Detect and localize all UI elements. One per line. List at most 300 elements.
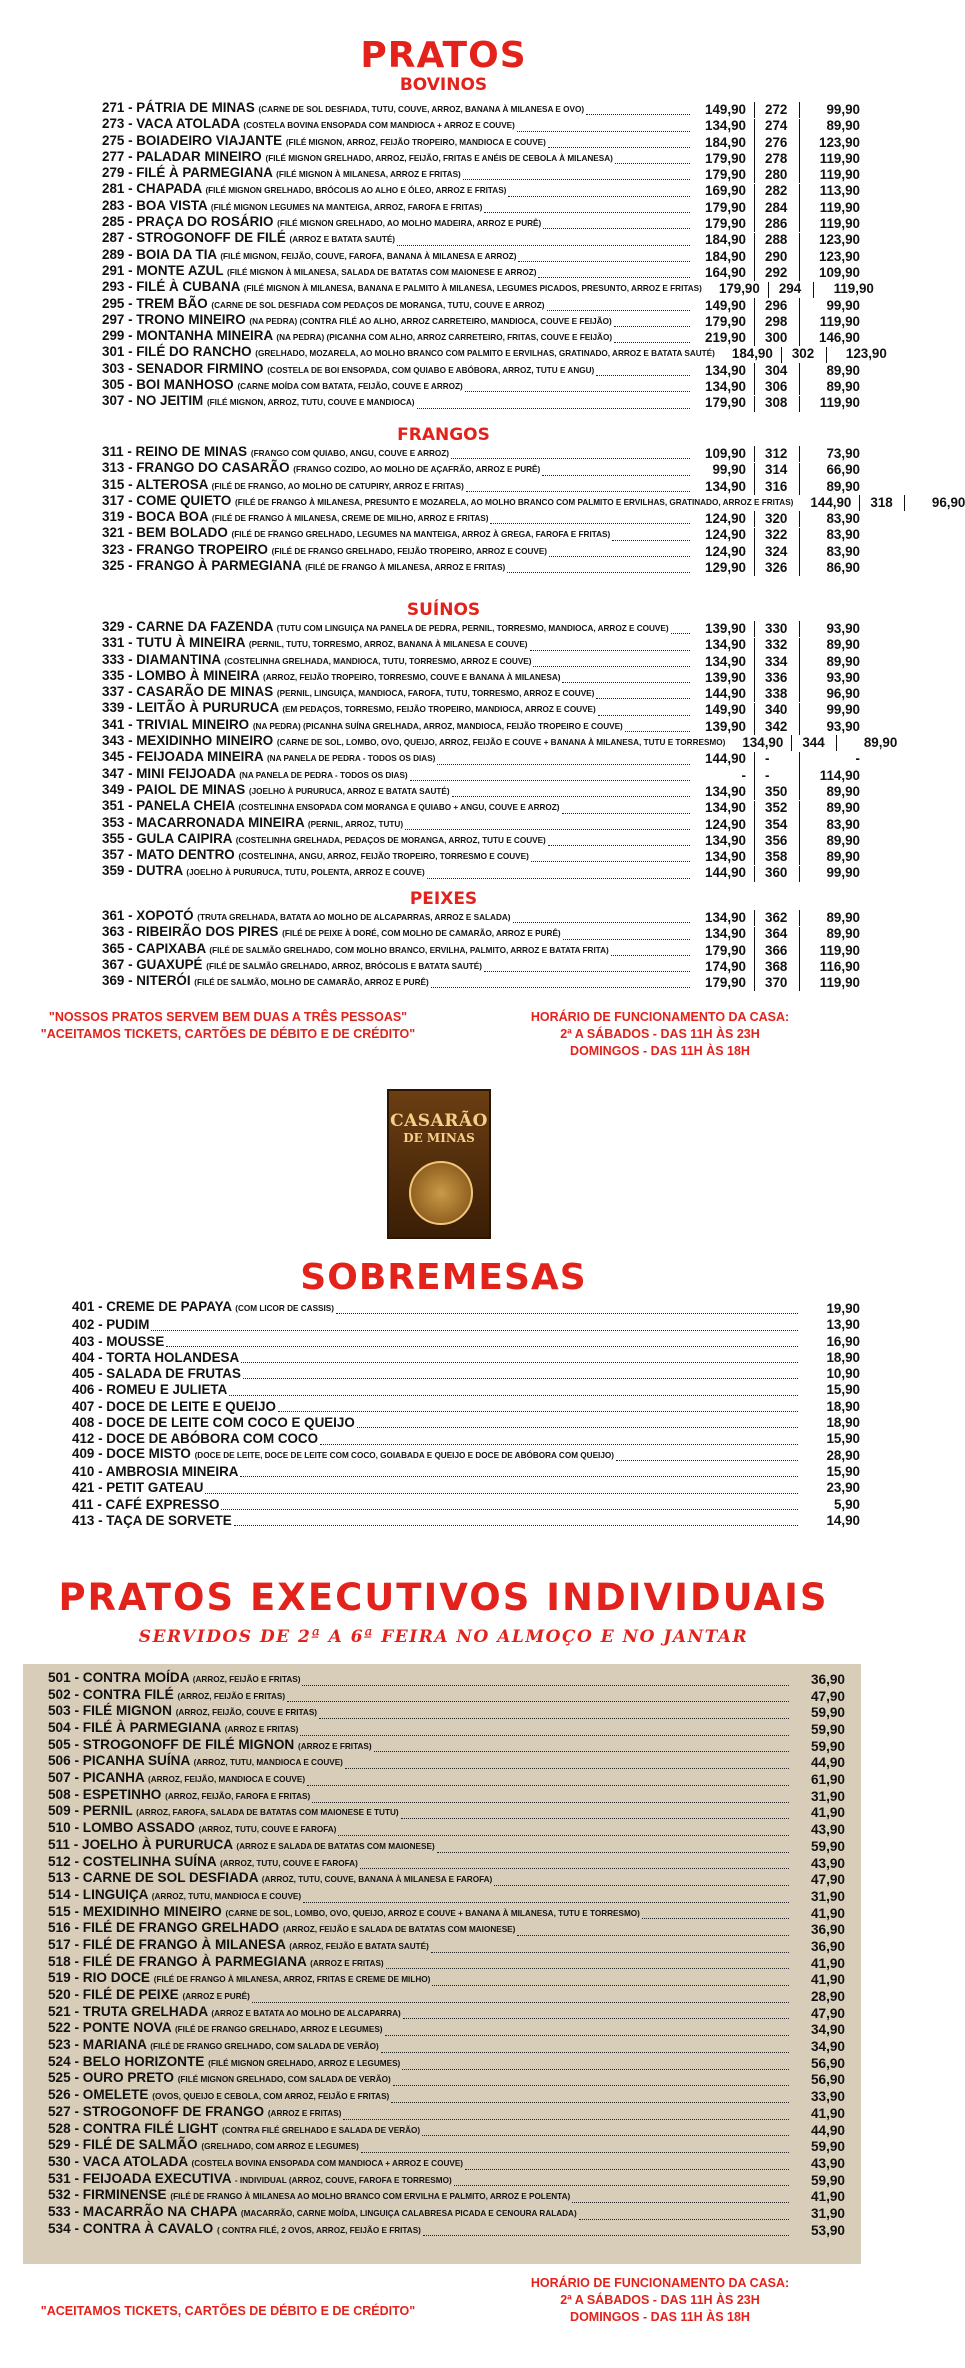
dotted-leader <box>343 2118 789 2120</box>
half-portion-code: 368 <box>765 958 788 974</box>
dotted-leader <box>240 1475 798 1477</box>
dish-description: (FILÉ MIGNON GRELHADO, ARROZ E LEGUMES) <box>208 2058 401 2068</box>
half-portion-code: 354 <box>765 816 788 832</box>
dish-code: 331 <box>102 635 125 651</box>
half-portion-code: 352 <box>765 800 788 816</box>
dish-price: 34,90 <box>810 2022 845 2038</box>
dotted-leader <box>397 244 690 246</box>
dotted-leader <box>410 779 690 781</box>
dish-description: (ARROZ E FRITAS) <box>310 1958 384 1968</box>
dish-name: 305 - BOI MANHOSO (CARNE MOÍDA COM BATATA, FEIJÃO, COUVE E ARROZ) <box>102 377 463 393</box>
dish-code: 271 <box>102 100 125 115</box>
dotted-leader <box>484 970 690 972</box>
half-portion-price: 119,90 <box>819 313 860 329</box>
dish-price: 41,90 <box>810 1972 845 1988</box>
column-divider <box>859 495 870 511</box>
dish-description: (ARROZ, TUTU, MANDIOCA E COUVE) <box>151 1891 302 1901</box>
half-portion-code: 322 <box>765 527 788 543</box>
column-divider <box>799 298 808 314</box>
menu-row <box>72 1334 860 1350</box>
dotted-leader <box>437 1851 789 1853</box>
half-portion-code: 316 <box>765 478 788 494</box>
footer-hours-block <box>470 2275 850 2326</box>
dotted-leader <box>432 1984 789 1986</box>
dish-title: AMBROSIA MINEIRA <box>105 1463 239 1479</box>
menu-row <box>72 1415 860 1431</box>
dish-price: 28,90 <box>810 1989 845 2005</box>
dish-title: DOCE DE LEITE COM COCO E QUEIJO <box>106 1415 355 1431</box>
column-divider <box>754 959 765 975</box>
half-portion-price: 123,90 <box>819 232 860 248</box>
half-portion-price: 89,90 <box>826 910 860 925</box>
half-portion-code: 324 <box>765 543 788 559</box>
column-divider <box>799 833 808 849</box>
half-portion-code: 334 <box>765 653 788 669</box>
dotted-leader <box>312 1801 789 1803</box>
column-divider <box>754 784 765 800</box>
dish-name: 507 - PICANHA (ARROZ, FEIJÃO, MANDIOCA E COUVE) <box>48 1770 306 1786</box>
dish-title: MATO DENTRO <box>136 847 235 863</box>
column-divider <box>799 703 808 719</box>
dish-code: 408 <box>72 1415 95 1431</box>
dish-code: 295 <box>102 295 125 311</box>
dish-title: BELO HORIZONTE <box>82 2053 205 2069</box>
executivos-subtitle: SERVIDOS DE 2ª A 6ª FEIRA NO ALMOÇO E NO JANTAR <box>138 1627 749 1647</box>
dotted-leader <box>579 2218 789 2220</box>
dish-price: 134,90 <box>705 783 746 799</box>
dish-price: 184,90 <box>705 232 746 248</box>
dish-description: (FILÉ DE FRANGO GRELHADO, ARROZ E LEGUMES) <box>174 2025 383 2035</box>
dish-price: - <box>741 767 746 783</box>
dish-name: 279 - FILÉ À PARMEGIANA (FILÉ MIGNON À MILANESA, ARROZ E FRITAS) <box>102 165 461 181</box>
dotted-leader <box>166 1345 798 1347</box>
dotted-leader <box>562 681 690 683</box>
dish-title: MEXIDINHO MINEIRO <box>82 1903 222 1919</box>
dish-name: 527 - STROGONOFF DE FRANGO (ARROZ E FRITAS) <box>48 2103 342 2119</box>
dish-price: 179,90 <box>705 395 746 411</box>
dish-description: (NA PEDRA) (PICANHA SUÍNA GRELHADA, ARROZ, MANDIOCA, FEIJÃO TROPEIRO E COUVE) <box>252 721 623 731</box>
dish-price: 15,90 <box>826 1431 860 1447</box>
dish-code: 369 <box>102 973 125 989</box>
half-portion-price: 99,90 <box>826 702 860 718</box>
dish-name: 365 - CAPIXABA (FILÉ DE SALMÃO GRELHADO, COM MOLHO BRANCO, ERVILHA, PALMITO, ARROZ E BATATA FRITA) <box>102 940 609 956</box>
bovinos-list <box>102 100 887 412</box>
dish-title: SENADOR FIRMINO <box>136 360 264 376</box>
dish-title: TRUTA GRELHADA <box>82 2003 208 2019</box>
column-divider <box>754 233 765 249</box>
menu-row <box>72 1464 860 1480</box>
dish-name: 281 - CHAPADA (FILÉ MIGNON GRELHADO, BRÓCOLIS AO ALHO E ÓLEO, ARROZ E FRITAS) <box>102 181 507 197</box>
dish-name: 511 - JOELHO À PURURUCA (ARROZ E SALADA DE BATATAS COM MAIONESE) <box>48 1836 435 1852</box>
dish-description: (COM LICOR DE CASSIS) <box>235 1304 334 1313</box>
dish-title: MONTE AZUL <box>136 262 224 278</box>
dish-name: 412 - DOCE DE ABÓBORA COM COCO <box>72 1431 319 1447</box>
column-divider <box>799 330 808 346</box>
restaurant-logo <box>387 1089 491 1239</box>
dish-price: 149,90 <box>705 297 746 313</box>
dish-code: 301 <box>102 344 125 360</box>
dish-name: 315 - ALTEROSA (FILÉ DE FRANGO, AO MOLHO DE CATUPIRY, ARROZ E FRITAS) <box>102 476 464 492</box>
half-portion-code: 318 <box>870 494 893 510</box>
half-portion-code: 314 <box>765 462 788 478</box>
half-portion-price: 119,90 <box>819 167 860 183</box>
dish-code: 511 <box>48 1836 70 1852</box>
half-portion-price: 119,90 <box>819 975 860 991</box>
dish-name: 518 - FILÉ DE FRANGO À PARMEGIANA (ARROZ E FRITAS) <box>48 1953 384 1969</box>
dotted-leader <box>490 522 690 524</box>
dotted-leader <box>542 474 690 476</box>
dish-description: (FILÉ MIGNON À MILANESA, SALADA DE BATATAS COM MAIONESE E ARROZ) <box>227 267 537 277</box>
dish-title: PONTE NOVA <box>82 2020 172 2036</box>
footer-hours-weekdays: 2ª A SÁBADOS - DAS 11H ÀS 23H <box>560 2293 760 2307</box>
dish-code: 315 <box>102 476 125 492</box>
dish-code: 403 <box>72 1333 95 1349</box>
half-portion-code: 272 <box>765 102 788 117</box>
dish-price: 109,90 <box>705 446 746 461</box>
half-portion-price: 146,90 <box>819 330 860 346</box>
dotted-leader <box>405 828 690 830</box>
dish-name: 406 - ROMEU E JULIETA <box>72 1382 228 1398</box>
dish-code: 349 <box>102 781 125 797</box>
note-payment: "ACEITAMOS TICKETS, CARTÕES DE DÉBITO E DE CRÉDITO" <box>40 1027 416 1041</box>
peixes-list <box>102 910 860 991</box>
dish-name: 512 - COSTELINHA SUÍNA (ARROZ, TUTU, COUVE E FAROFA) <box>48 1853 358 1869</box>
dish-title: CAFÉ EXPRESSO <box>105 1496 220 1512</box>
dish-price: 44,90 <box>810 2122 845 2138</box>
dish-title: FILÉ DE FRANGO À PARMEGIANA <box>82 1953 307 1969</box>
half-portion-code: - <box>765 751 770 767</box>
menu-row <box>72 1445 860 1464</box>
dish-price: 134,90 <box>705 849 746 865</box>
half-portion-code: 342 <box>765 718 788 734</box>
dish-description: (ARROZ, TUTU, COUVE, BANANA À MILANESA E FAROFA) <box>261 1875 493 1885</box>
column-divider <box>799 943 808 959</box>
hours-block <box>470 1009 850 1060</box>
half-portion-price: 89,90 <box>826 926 860 942</box>
dish-title: COSTELINHA SUÍNA <box>82 1853 217 1869</box>
dotted-leader <box>538 276 690 278</box>
dish-price: 144,90 <box>705 686 746 702</box>
note-serve: "NOSSOS PRATOS SERVEM BEM DUAS A TRÊS PESSOAS" <box>48 1010 408 1024</box>
dotted-leader <box>465 2168 789 2170</box>
dish-name: 515 - MEXIDINHO MINEIRO (CARNE DE SOL, LOMBO, OVO, QUEIJO, ARROZ E COUVE + BANANA À MILANESA, TUTU E TORRESMO) <box>48 1903 640 1919</box>
menu-row <box>72 1350 860 1366</box>
menu-row <box>102 395 860 411</box>
dish-price: 31,90 <box>810 2205 845 2221</box>
dish-description: (ARROZ E SALADA DE BATATAS COM MAIONESE) <box>236 1841 435 1851</box>
dish-title: PUDIM <box>106 1317 150 1333</box>
dish-description: (ARROZ, FEIJÃO TROPEIRO, TORRESMO, COUVE E BANANA À MILANESA) <box>262 672 561 682</box>
half-portion-price: 89,90 <box>826 849 860 865</box>
dish-code: 401 <box>72 1299 95 1314</box>
dish-name: 534 - CONTRA À CAVALO ( CONTRA FILÉ, 2 OVOS, ARROZ, FEIJÃO E FRITAS) <box>48 2220 421 2236</box>
dish-title: FILÉ DE PEIXE <box>82 1987 179 2003</box>
half-portion-code: 312 <box>765 446 788 461</box>
column-divider <box>799 927 808 943</box>
dish-title: BOIA DA TIA <box>136 246 217 262</box>
dish-price: 33,90 <box>810 2089 845 2105</box>
dotted-leader <box>452 795 690 797</box>
dish-name: 291 - MONTE AZUL (FILÉ MIGNON À MILANESA, SALADA DE BATATAS COM MAIONESE E ARROZ) <box>102 262 537 278</box>
dish-description: (JOELHO À PURURUCA, ARROZ E BATATA SAUTÉ) <box>248 786 450 796</box>
column-divider <box>799 670 808 686</box>
dish-title: PICANHA SUÍNA <box>82 1753 190 1769</box>
dish-title: COME QUIETO <box>136 492 232 508</box>
dish-description: (ARROZ, FEIJÃO E FRITAS) <box>177 1691 286 1701</box>
dotted-leader <box>517 1934 789 1936</box>
dotted-leader <box>563 938 690 940</box>
dish-price: 134,90 <box>705 362 746 378</box>
dish-price: 144,90 <box>705 751 746 767</box>
dotted-leader <box>300 1734 789 1736</box>
dish-name: 523 - MARIANA (FILÉ DE FRANGO GRELHADO, COM SALADA DE VERÃO) <box>48 2037 379 2053</box>
dish-price: 59,90 <box>810 1705 845 1721</box>
column-divider <box>791 735 802 751</box>
column-divider <box>754 752 765 768</box>
dish-name: 295 - TREM BÃO (CARNE DE SOL DESFIADA COM PEDAÇOS DE MORANGA, TUTU, COUVE E ARROZ) <box>102 295 545 311</box>
dish-price: 179,90 <box>705 216 746 232</box>
menu-row <box>72 1497 860 1513</box>
dish-code: 303 <box>102 360 125 376</box>
dotted-leader <box>454 2184 789 2186</box>
dish-code: 515 <box>48 1903 71 1919</box>
dish-price: 41,90 <box>810 2189 845 2205</box>
dish-title: PANELA CHEIA <box>136 798 235 814</box>
dish-title: CASARÃO DE MINAS <box>136 684 274 700</box>
dish-code: 534 <box>48 2220 71 2236</box>
column-divider <box>754 849 765 865</box>
dish-title: MONTANHA MINEIRA <box>136 328 273 344</box>
dish-description: (FILÉ DE SALMÃO GRELHADO, ARROZ, BRÓCOLIS E BATATA SAUTÉ) <box>206 961 482 971</box>
dish-title: TRONO MINEIRO <box>136 311 246 327</box>
menu-row <box>102 975 860 991</box>
column-divider <box>799 379 808 395</box>
dish-name: 508 - ESPETINHO (ARROZ, FEIJÃO, FAROFA E FRITAS) <box>48 1786 311 1802</box>
dotted-leader <box>393 2084 789 2086</box>
column-divider <box>799 560 808 576</box>
dish-price: 149,90 <box>705 102 746 117</box>
column-divider <box>754 560 765 576</box>
half-portion-code: 296 <box>765 297 788 313</box>
dish-name: 524 - BELO HORIZONTE (FILÉ MIGNON GRELHADO, ARROZ E LEGUMES) <box>48 2053 401 2069</box>
dotted-leader <box>530 649 690 651</box>
column-divider <box>799 249 808 265</box>
half-portion-code: 362 <box>765 910 788 925</box>
dish-name: 335 - LOMBO À MINEIRA (ARROZ, FEIJÃO TROPEIRO, TORRESMO, COUVE E BANANA À MILANESA) <box>102 667 561 683</box>
dish-price: 174,90 <box>705 958 746 974</box>
dish-code: 531 <box>48 2170 71 2186</box>
dish-title: TORTA HOLANDESA <box>106 1349 240 1365</box>
column-divider <box>799 314 808 330</box>
dish-code: 501 <box>48 1669 71 1685</box>
dish-price: 5,90 <box>833 1496 860 1512</box>
section-title-executivos: PRATOS EXECUTIVOS INDIVIDUAIS <box>58 1576 829 1619</box>
dotted-leader <box>386 1967 789 1969</box>
dish-description: (FILÉ DE FRANGO GRELHADO, LEGUMES NA MANTEIGA, ARROZ À GREGA, FAROFA E FRITAS) <box>231 530 611 540</box>
dotted-leader <box>229 1394 798 1396</box>
dish-code: 517 <box>48 1936 71 1952</box>
column-divider <box>836 735 845 751</box>
dish-code: 533 <box>48 2203 71 2219</box>
column-divider <box>754 119 765 135</box>
dish-description: (FILÉ DE FRANGO À MILANESA, PRESUNTO E MOZARELA, AO MOLHO BRANCO COM PALMITO E ERVILHAS, GRATINADO, ARROZ E FRITAS) <box>234 497 794 507</box>
dish-name: 285 - PRAÇA DO ROSÁRIO (FILÉ MIGNON GRELHADO, AO MOLHO MADEIRA, ARROZ E PURÊ) <box>102 214 542 230</box>
dish-title: FRANGO TROPEIRO <box>136 541 268 557</box>
dotted-leader <box>437 763 690 765</box>
dish-price: 219,90 <box>705 330 746 346</box>
dish-title: FILÉ À PARMEGIANA <box>136 165 273 181</box>
menu-header <box>0 36 887 94</box>
dish-price: 134,90 <box>705 653 746 669</box>
dish-title: FILÉ DE FRANGO GRELHADO <box>82 1920 280 1936</box>
dish-code: 519 <box>48 1970 71 1986</box>
dish-code: 281 <box>102 181 125 197</box>
dish-description: (OVOS, QUEIJO E CEBOLA, COM ARROZ, FEIJÃO E FRITAS) <box>152 2092 390 2102</box>
half-portion-code: 360 <box>765 865 788 881</box>
dotted-leader <box>338 1834 789 1836</box>
dish-description: - INDIVIDUAL (ARROZ, COUVE, FAROFA E TORRESMO) <box>234 2175 452 2185</box>
dish-description: (ARROZ E FRITAS) <box>224 1725 299 1735</box>
column-divider <box>754 396 765 412</box>
dish-price: 59,90 <box>810 1838 845 1854</box>
dish-description: ( CONTRA FILÉ, 2 OVOS, ARROZ, FEIJÃO E FRITAS) <box>216 2225 421 2235</box>
dish-code: 317 <box>102 492 125 508</box>
dotted-leader <box>205 1492 798 1494</box>
dish-name: 502 - CONTRA FILÉ (ARROZ, FEIJÃO E FRITAS) <box>48 1686 286 1702</box>
dish-name: 297 - TRONO MINEIRO (NA PEDRA) (CONTRA FILÉ AO ALHO, ARROZ CARRETEIRO, MANDIOCA, COUVE E FEIJÃO) <box>102 311 612 327</box>
dish-name: 528 - CONTRA FILÉ LIGHT (CONTRA FILÉ GRELHADO E SALADA DE VERÃO) <box>48 2120 421 2136</box>
dish-code: 522 <box>48 2020 71 2036</box>
dotted-leader <box>361 2151 789 2153</box>
dish-name: 361 - XOPOTÓ (TRUTA GRELHADA, BATATA AO MOLHO DE ALCAPARRAS, ARROZ E SALADA) <box>102 908 511 923</box>
column-divider <box>754 621 765 637</box>
dotted-leader <box>586 113 690 115</box>
dotted-leader <box>596 697 690 699</box>
dish-code: 528 <box>48 2120 71 2136</box>
half-portion-price: 119,90 <box>819 942 860 958</box>
half-portion-price: 86,90 <box>826 560 860 576</box>
dish-title: CONTRA MOÍDA <box>82 1669 190 1685</box>
dish-price: 15,90 <box>826 1382 860 1398</box>
dish-name: 275 - BOIADEIRO VIAJANTE (FILÉ MIGNON, ARROZ, FEIJÃO TROPEIRO, MANDIOCA E COUVE) <box>102 132 546 148</box>
dish-title: PÁTRIA DE MINAS <box>136 100 255 115</box>
dish-price: 43,90 <box>810 2155 845 2171</box>
dish-title: TRIVIAL MINEIRO <box>136 716 250 732</box>
dish-description: (COSTELINHA ENSOPADA COM MORANGA E QUIABO + ANGU, COUVE E ARROZ) <box>238 803 560 813</box>
dish-price: 169,90 <box>705 183 746 199</box>
column-divider <box>754 866 765 882</box>
dotted-leader <box>402 2068 789 2070</box>
dish-description: (COSTELINHA GRELHADA, MANDIOCA, TUTU, TORRESMO, ARROZ E COUVE) <box>224 656 532 666</box>
column-divider <box>754 184 765 200</box>
half-portion-code: 288 <box>765 232 788 248</box>
menu-row <box>72 1366 860 1382</box>
half-portion-code: 340 <box>765 702 788 718</box>
dish-code: 504 <box>48 1720 71 1736</box>
dish-title: BOI MANHOSO <box>136 377 234 393</box>
section-title-frangos: FRANGOS <box>397 425 490 445</box>
dish-price: 134,90 <box>705 118 746 134</box>
half-portion-price: 99,90 <box>826 297 860 313</box>
dish-title: MOUSSE <box>106 1333 165 1349</box>
dish-description: (ARROZ E BATATA SAUTÉ) <box>289 235 396 245</box>
column-divider <box>799 910 808 926</box>
column-divider <box>799 638 808 654</box>
column-divider <box>754 463 765 479</box>
dotted-leader <box>303 1901 789 1903</box>
dish-description: (ARROZ, TUTU, COUVE E FAROFA) <box>219 1858 358 1868</box>
dish-name: 351 - PANELA CHEIA (COSTELINHA ENSOPADA COM MORANGA E QUIABO + ANGU, COUVE E ARROZ) <box>102 798 560 814</box>
dish-description: (ARROZ, TUTU, MANDIOCA E COUVE) <box>193 1758 343 1768</box>
dish-description: (FILÉ DE FRANGO À MILANESA, CREME DE MILHO, ARROZ E FRITAS) <box>211 514 489 524</box>
dish-price: 47,90 <box>810 1872 845 1888</box>
dotted-leader <box>221 1508 798 1510</box>
dish-title: CAPIXABA <box>136 940 206 956</box>
dish-description: (CONTRA FILÉ GRELHADO E SALADA DE VERÃO) <box>221 2125 421 2135</box>
dish-name: 345 - FEIJOADA MINEIRA (NA PANELA DE PEDRA - TODOS OS DIAS) <box>102 749 436 765</box>
dish-title: PICANHA <box>82 1770 145 1786</box>
section-title-sobremesas: SOBREMESAS <box>300 1257 587 1298</box>
column-divider <box>754 265 765 281</box>
column-divider <box>813 282 822 298</box>
column-divider <box>799 135 808 151</box>
dish-title: LEITÃO À PURURUCA <box>136 700 279 716</box>
dish-title: MACARRÃO NA CHAPA <box>82 2203 238 2219</box>
half-portion-price: 123,90 <box>845 346 887 362</box>
logo-line1: CASARÃO <box>390 1111 488 1131</box>
half-portion-code: 356 <box>765 832 788 848</box>
dish-code: 525 <box>48 2070 71 2086</box>
dish-price: 179,90 <box>718 281 760 297</box>
dish-price: 28,90 <box>826 1447 860 1463</box>
dish-name: 513 - CARNE DE SOL DESFIADA (ARROZ, TUTU, COUVE, BANANA À MILANESA E FAROFA) <box>48 1870 493 1886</box>
dotted-leader <box>403 2017 789 2019</box>
column-divider <box>799 511 808 527</box>
dish-title: ALTEROSA <box>135 476 208 492</box>
half-portion-price: 89,90 <box>826 362 860 378</box>
column-divider <box>754 670 765 686</box>
dish-price: 36,90 <box>810 1922 845 1938</box>
menu-row <box>72 1382 860 1398</box>
dish-description: (NA PEDRA) (CONTRA FILÉ AO ALHO, ARROZ CARRETEIRO, MANDIOCA, COUVE E FEIJÃO) <box>249 316 612 326</box>
dotted-leader <box>518 260 690 262</box>
dish-name: 501 - CONTRA MOÍDA (ARROZ, FEIJÃO E FRITAS) <box>48 1669 301 1685</box>
dotted-leader <box>466 490 690 492</box>
dotted-leader <box>241 1361 798 1363</box>
dish-code: 521 <box>48 2003 71 2019</box>
dish-title: VACA ATOLADA <box>136 116 240 132</box>
dotted-leader <box>642 1917 789 1919</box>
dish-code: 532 <box>48 2187 71 2203</box>
half-portion-price: 119,90 <box>819 150 860 166</box>
dish-title: PRAÇA DO ROSÁRIO <box>136 214 274 230</box>
dish-price: 149,90 <box>705 702 746 718</box>
dish-description: (FILÉ MIGNON, ARROZ, FEIJÃO TROPEIRO, MANDIOCA E COUVE) <box>285 137 546 147</box>
half-portion-price: 89,90 <box>826 637 860 653</box>
menu-row <box>48 2220 845 2240</box>
dotted-leader <box>336 1312 798 1314</box>
column-divider <box>754 446 765 462</box>
dish-price: 53,90 <box>810 2222 845 2238</box>
dish-price: 124,90 <box>705 816 746 832</box>
column-divider <box>799 654 808 670</box>
dotted-leader <box>431 1951 789 1953</box>
dish-name: 311 - REINO DE MINAS (FRANGO COM QUIABO, ANGU, COUVE E ARROZ) <box>102 444 450 459</box>
half-portion-code: 300 <box>765 330 788 346</box>
column-divider <box>754 817 765 833</box>
dish-title: GUAXUPÉ <box>136 956 203 972</box>
dish-code: 407 <box>72 1398 95 1414</box>
